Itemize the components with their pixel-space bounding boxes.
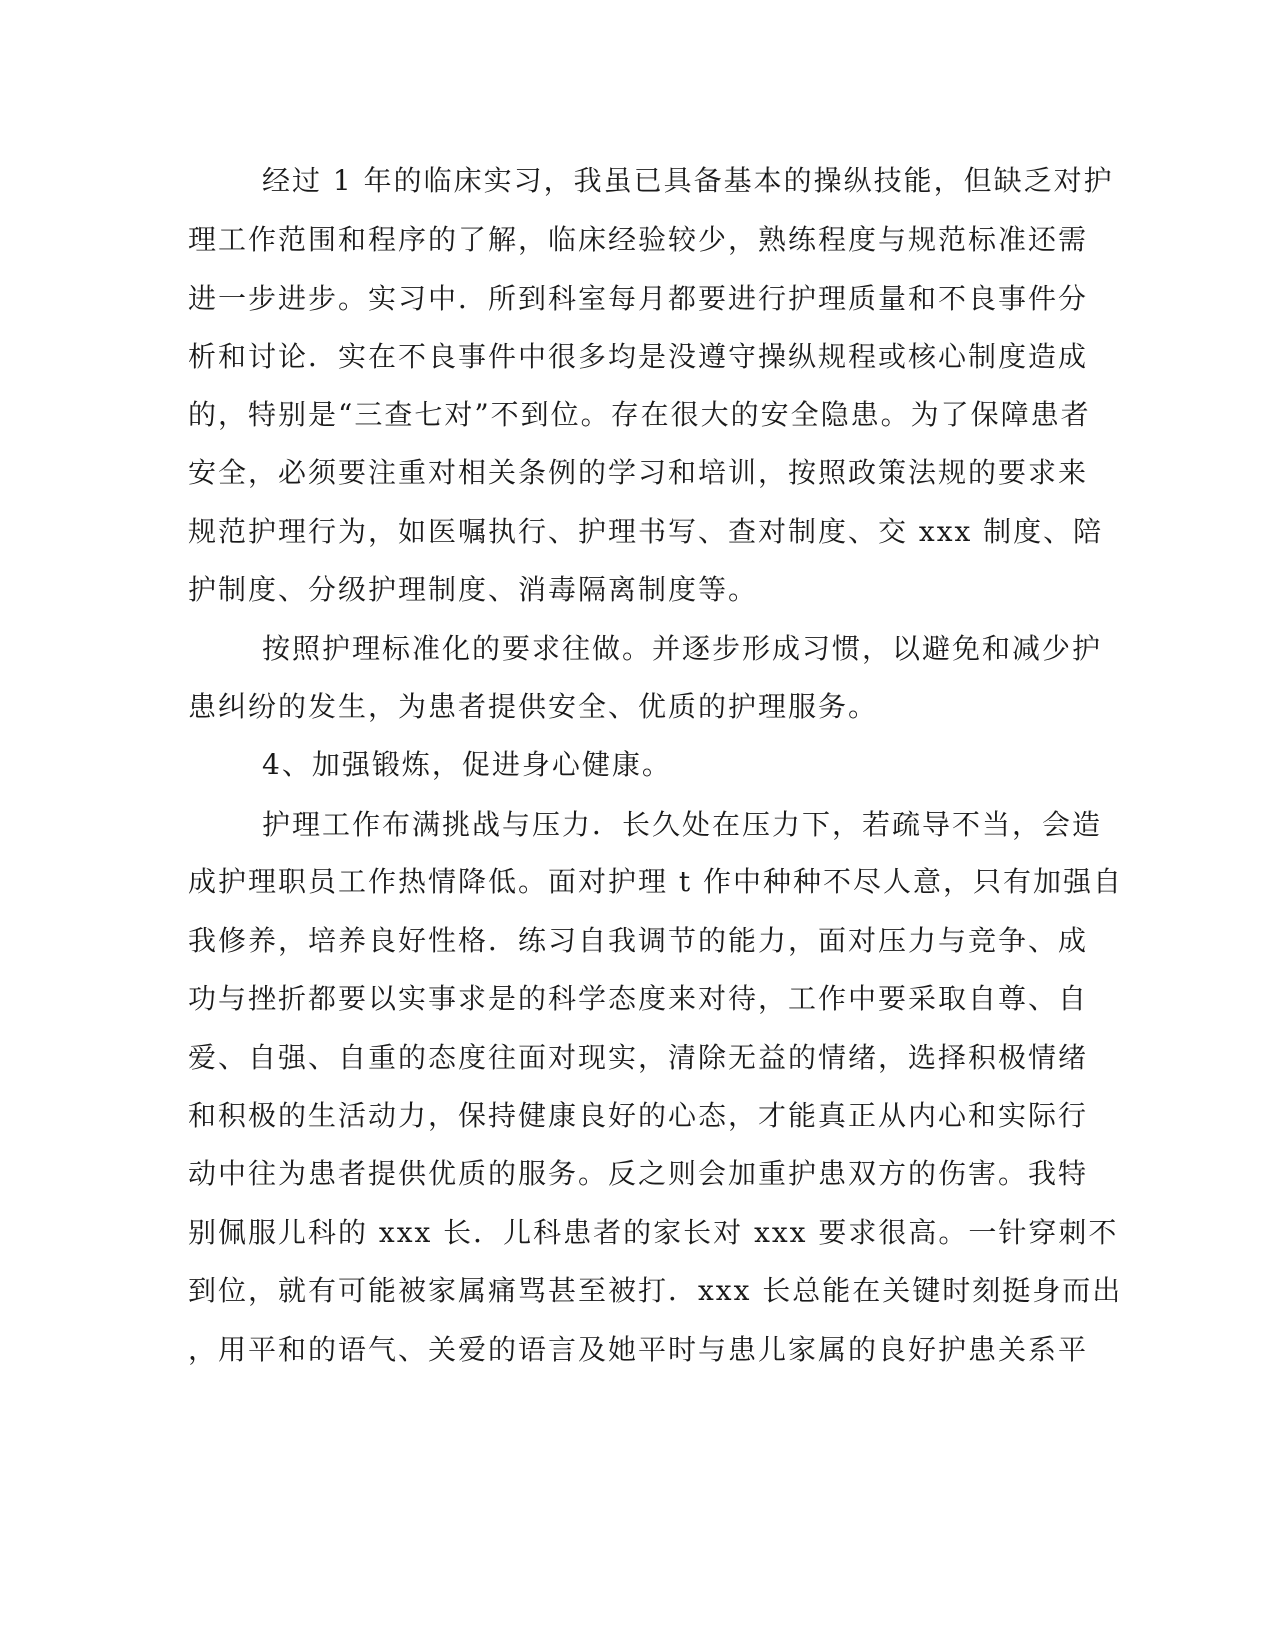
text-line: 到位，就有可能被家属痛骂甚至被打．xxx 长总能在关键时刻挺身而出 (188, 1274, 1123, 1307)
text-line: 析和讨论．实在不良事件中很多均是没遵守操纵规程或核心制度造成 (188, 340, 1089, 373)
text-line: 功与挫折都要以实事求是的科学态度来对待，工作中要采取自尊、自 (188, 982, 1089, 1015)
text-line: 和积极的生活动力，保持健康良好的心态，才能真正从内心和实际行 (188, 1099, 1089, 1132)
text-line: 动中往为患者提供优质的服务。反之则会加重护患双方的伤害。我特 (188, 1157, 1089, 1190)
text-line: 进一步进步。实习中．所到科室每月都要进行护理质量和不良事件分 (188, 282, 1089, 315)
text-line: 的，特别是“三查七对”不到位。存在很大的安全隐患。为了保障患者 (188, 398, 1091, 431)
text-line: 护制度、分级护理制度、消毒隔离制度等。 (188, 573, 759, 606)
text-line: 护理工作布满挑战与压力．长久处在压力下，若疏导不当，会造 (262, 808, 1103, 841)
text-line: 成护理职员工作热情降低。面对护理 t 作中种种不尽人意，只有加强自 (188, 865, 1124, 898)
text-line: 安全，必须要注重对相关条例的学习和培训，按照政策法规的要求来 (188, 456, 1089, 489)
text-line: 我修养，培养良好性格．练习自我调节的能力，面对压力与竞争、成 (188, 924, 1089, 957)
text-line: 理工作范围和程序的了解，临床经验较少，熟练程度与规范标准还需 (188, 223, 1089, 256)
text-line: 按照护理标准化的要求往做。并逐步形成习惯，以避免和减少护 (262, 632, 1103, 665)
text-line: ，用平和的语气、关爱的语言及她平时与患儿家属的良好护患关系平 (188, 1333, 1089, 1366)
text-line: 患纠纷的发生，为患者提供安全、优质的护理服务。 (188, 690, 879, 723)
text-line: 别佩服儿科的 xxx 长．儿科患者的家长对 xxx 要求很高。一针穿刺不 (188, 1216, 1119, 1249)
text-line: 规范护理行为，如医嘱执行、护理书写、查对制度、交 xxx 制度、陪 (188, 515, 1104, 548)
section-heading: 4、加强锻炼，促进身心健康。 (262, 748, 672, 781)
text-line: 爱、自强、自重的态度往面对现实，清除无益的情绪，选择积极情绪 (188, 1041, 1089, 1074)
text-line: 经过 1 年的临床实习，我虽已具备基本的操纵技能，但缺乏对护 (262, 164, 1114, 197)
